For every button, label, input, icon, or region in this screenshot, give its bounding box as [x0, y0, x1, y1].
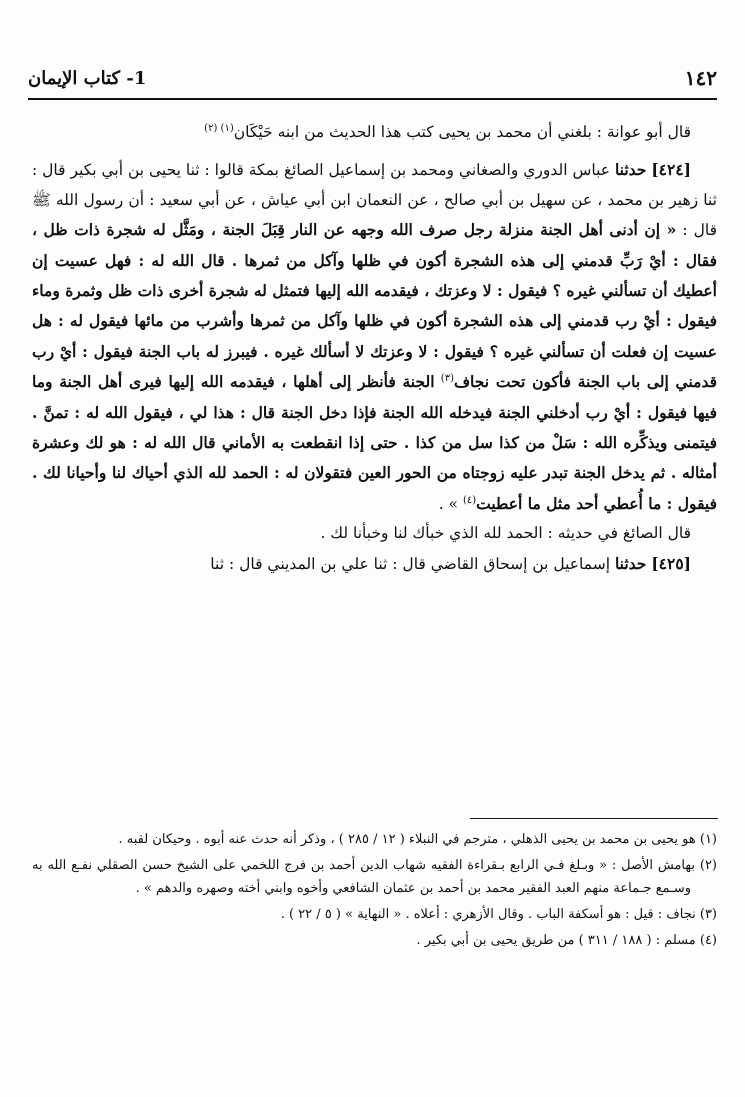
- footnote-1: (١) هو يحيى بن محمد بن يحيى الذهلي ، مترجم في النبلاء ( ١٢ / ٢٨٥ ) ، وذكر أنه حدث عنه أبوه . وحيكان لقبه .: [118, 832, 717, 847]
- hadith-number-424: [٤٢٤]: [651, 160, 691, 180]
- hadith-424-matn-part-2: الجنة فأنظر إلى أهلها ، فيقدمه الله إليها فيرى أهل الجنة وما فيها فيقول : أيْ رب أدخلني الجنة فيدخله الله الجنة فإذا دخل الجنة قال : هذا لي ، فيقول الله له : تمنَّ . فيتمنى ويذكِّره الله : سَلْ من كذا سل من كذا . حتى إذا انقطعت به الأماني قال الله له : هو لك وعشرة أمثاله . ثم يدخل الجنة تبدر عليه زوجتاه من الحور العين فتقولان له : الحمد لله الذي أحياك لنا وأحيانا لك . فيقول : ما أُعطي أحد مثل ما أعطيت: [32, 372, 717, 513]
- hadith-425-isnad: إسماعيل بن إسحاق القاضي قال : ثنا علي بن المديني قال : ثنا: [210, 554, 611, 573]
- footnote-2: (٢) بهامش الأصل : « وبـلغ فـي الرابع بـقراءة الفقيه شهاب الدين أحمد بن فرج اللخمي على الشيخ حسن الصقلي نفـع الله به وسـمع جـماعة منهم العبد الفقير محمد بن أحمد بن عثمان الشافعي وأخوه وابني أخته وصهره والدهم » .: [32, 858, 717, 896]
- footnote-4: (٤) مسلم : ( ١٨٨ / ٣١١ ) من طريق يحيى بن أبي بكير .: [416, 933, 717, 948]
- footnote-separator: [470, 818, 718, 819]
- footnote-ref-4: (٤): [462, 494, 477, 506]
- hadith-424: [32, 155, 717, 519]
- page-number: ١٤٢: [684, 66, 717, 90]
- footnote-3: (٣) نجاف : قيل : هو أسكفة الباب . وقال الأزهري : أعلاه . « النهاية » ( ٥ / ٢٢ ) .: [280, 907, 717, 922]
- hadith-425-lead: حدثنا: [614, 553, 647, 573]
- running-header: [28, 58, 717, 100]
- hadith-425: [32, 549, 717, 579]
- hadith-424-close: » .: [438, 494, 463, 513]
- hadith-424-lead: حدثنا: [614, 160, 647, 180]
- abu-awana-text: قال أبو عوانة : بلغني أن محمد بن يحيى كتب هذا الحديث من ابنه حَيْكَان: [233, 123, 691, 141]
- paragraph-sayegh: [32, 519, 717, 548]
- hadith-424-matn-part-1: « إن أدنى أهل الجنة منزلة رجل صرف الله وجهه عن النار قِبَلَ الجنة ، ومَثَّل له شجرة ذات ظل ، فقال : أيْ رَبِّ قدمني إلى هذه الشجرة أكون في ظلها وآكل من ثمرها . قال الله له : فهل عسيت إن أعطيك أن تسألني غيره ؟ فيقول : لا وعزتك ، فيقدمه الله إليها فتمثل له شجرة أخرى ذات ظل وثمرة وماء فيقول : أيْ رب قدمني إلى هذه الشجرة أكون في ظلها وآكل من ثمرها وأشرب من مائها فيقول له : هل عسيت إن فعلت أن تسألني غيره ؟ فيقول : لا وعزتك لا أسألك غيره . فيبرز له باب الجنة فيقول : أيْ رب قدمني إلى باب الجنة فأكون تحت نجاف: [32, 220, 717, 392]
- hadith-424-isnad: عباس الدوري والصغاني ومحمد بن إسماعيل الصائغ بمكة قالوا : ثنا يحيى بن أبي بكير قال : ثنا زهير بن محمد ، عن سهيل بن أبي صالح ، عن النعمان ابن أبي عياش ، عن أبي سعيد : أن رسول الله ﷺ قال :: [32, 161, 717, 240]
- sayegh-text: قال الصائغ في حديثه : الحمد لله الذي خبأك لنا وخبأنا لك .: [320, 524, 691, 543]
- main-text: [32, 118, 717, 579]
- paragraph-abu-awana: [32, 118, 717, 147]
- footnote-refs-1-2: (١) (٢): [204, 122, 234, 134]
- hadith-number-425: [٤٢٥]: [651, 553, 691, 573]
- footnote-ref-3: (٣): [440, 373, 454, 385]
- chapter-title: 1- كتاب الإيمان: [28, 67, 147, 89]
- footnotes: [32, 828, 717, 955]
